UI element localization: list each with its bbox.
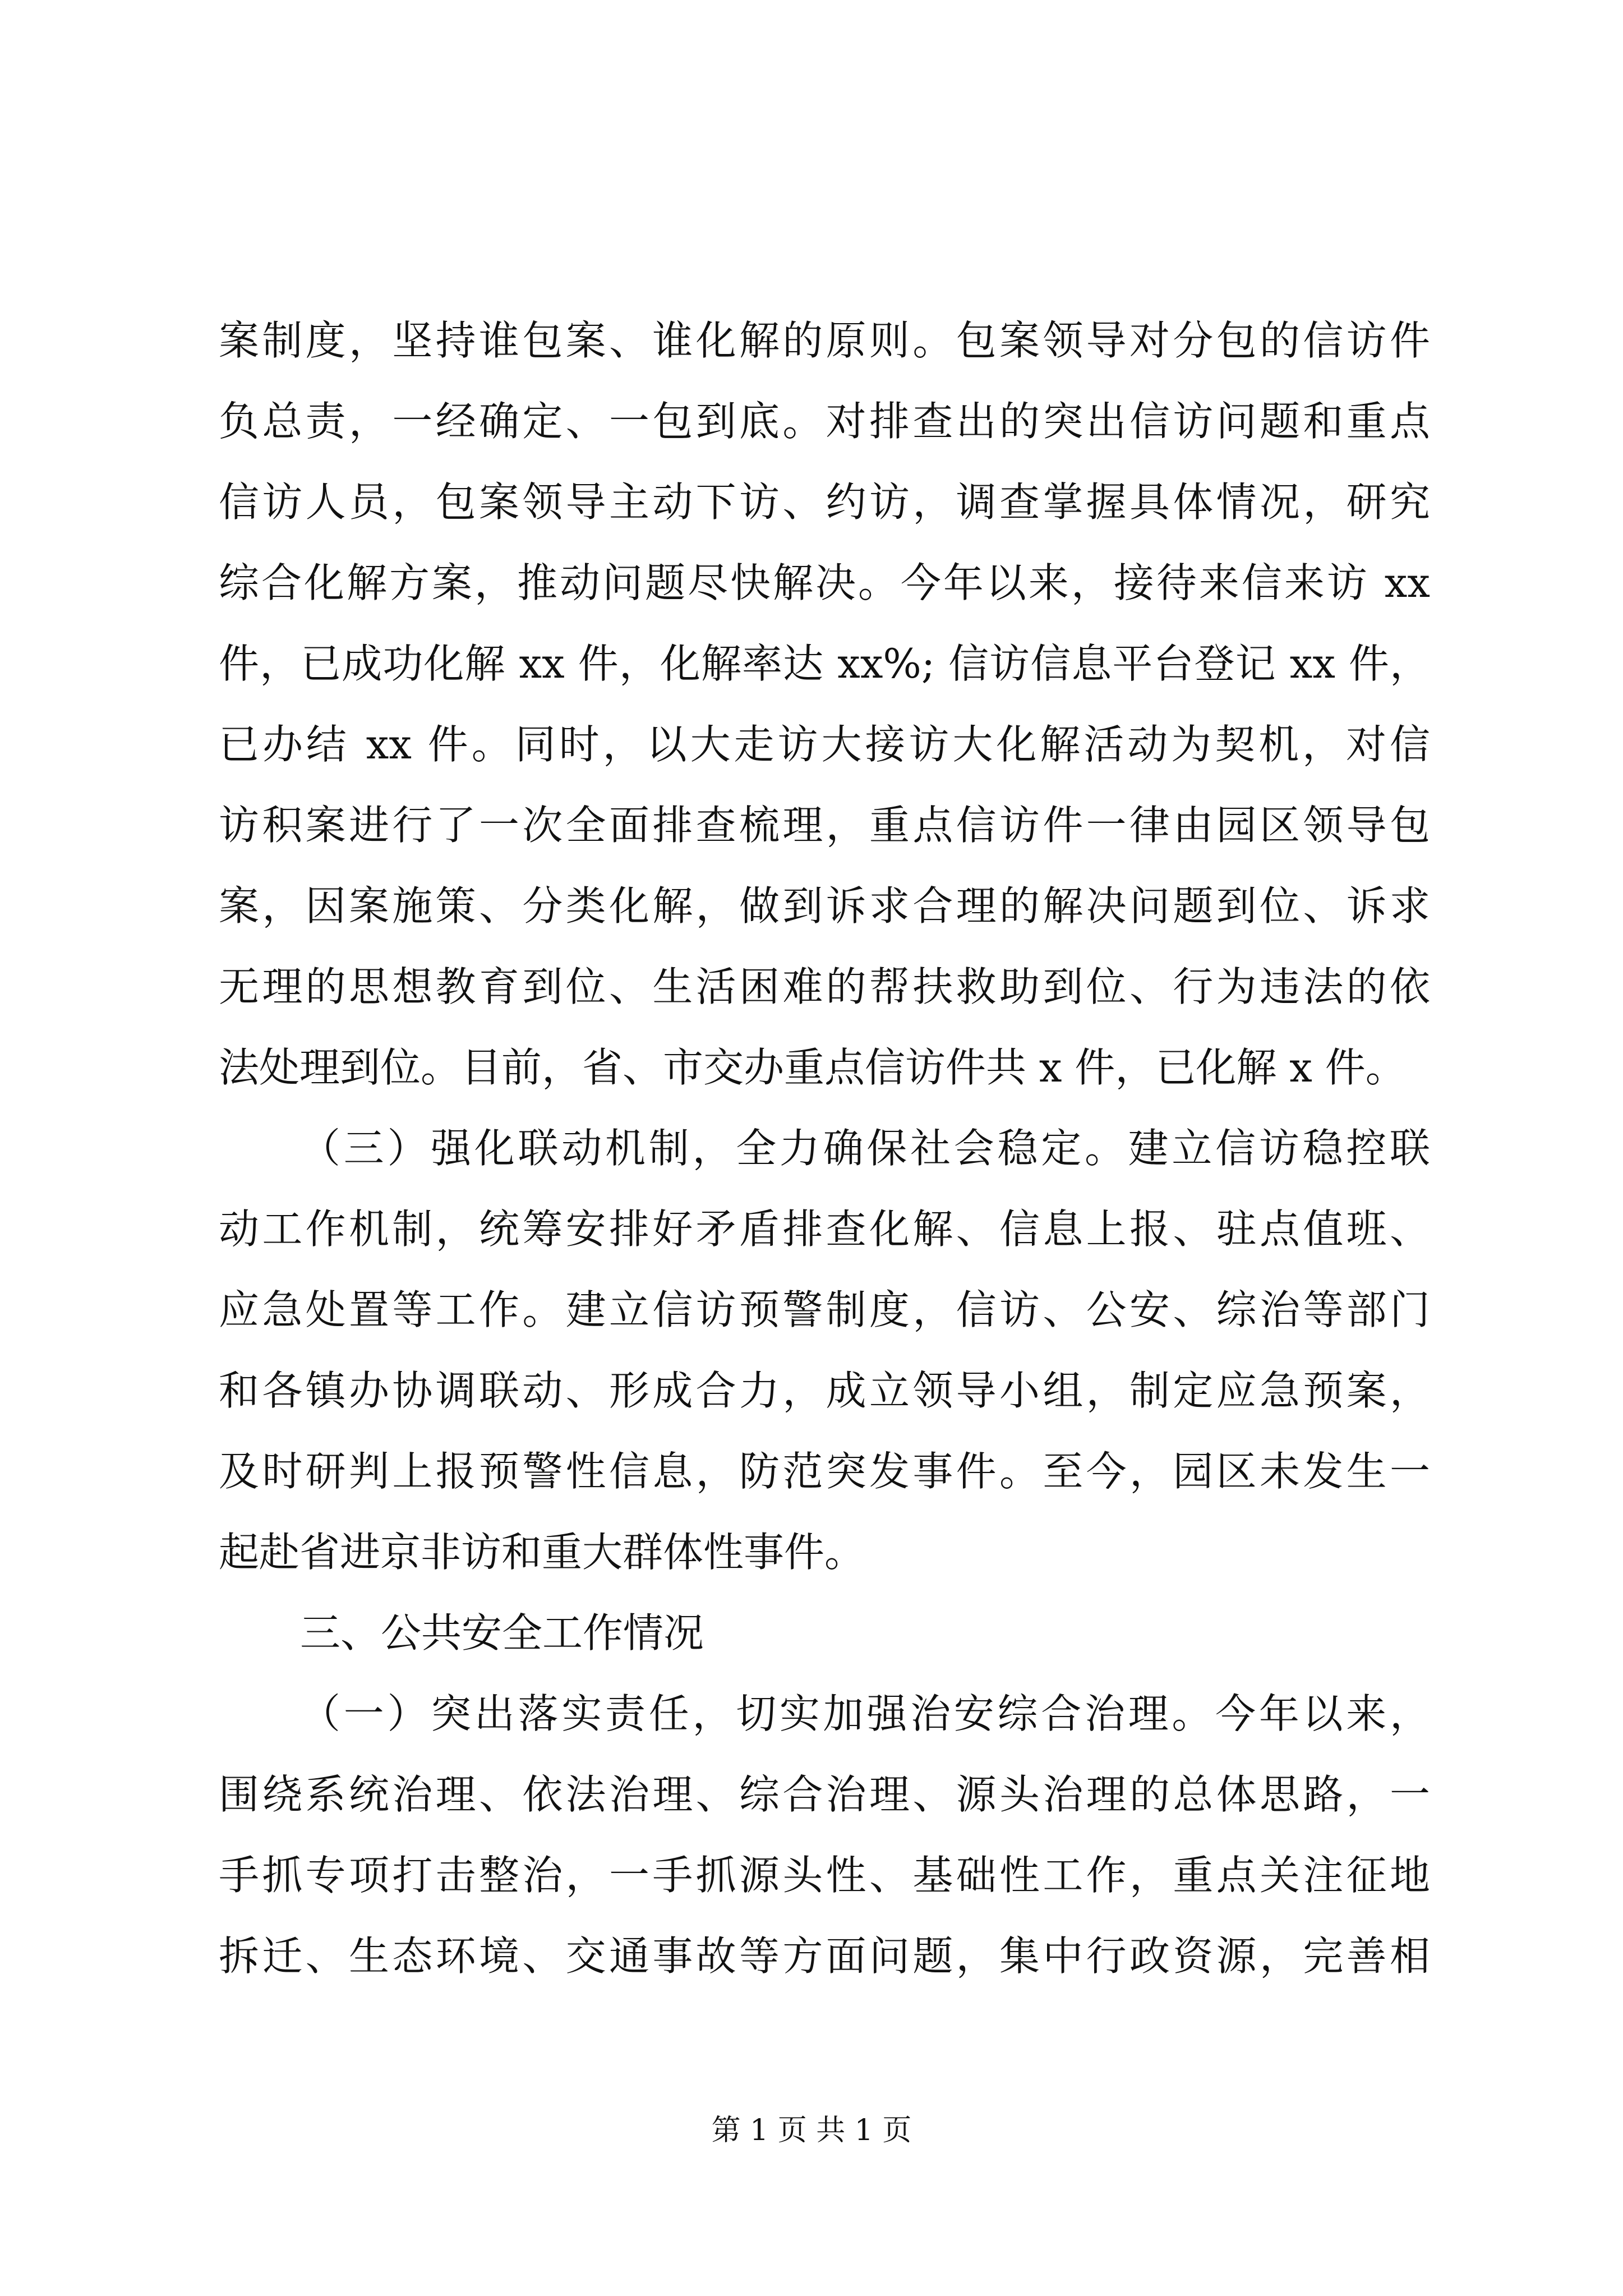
text-line: （三）强化联动机制，全力确保社会稳定。建立信访稳控联 [300,1125,1430,1172]
text-line: 无理的思想教育到位、生活困难的帮扶救助到位、行为违法的依 [219,963,1430,1010]
text-line: 综合化解方案，推动问题尽快解决。今年以来，接待来信来访 xx [219,559,1430,606]
section-heading-text: 三、公共安全工作情况 [300,1609,704,1657]
page-footer [0,2108,1623,2153]
text-line: （一）突出落实责任，切实加强治安综合治理。今年以来， [300,1690,1430,1737]
page-number-label: 第 1 页 共 1 页 [711,2114,912,2147]
text-line: 案制度，坚持谁包案、谁化解的原则。包案领导对分包的信访件 [219,317,1430,364]
paragraph-2 [219,1108,1430,1593]
text-line: 和各镇办协调联动、形成合力，成立领导小组，制定应急预案， [219,1367,1430,1414]
text-line: 起赴省进京非访和重大群体性事件。 [219,1529,865,1576]
text-line: 案，因案施策、分类化解，做到诉求合理的解决问题到位、诉求 [219,882,1430,930]
text-line: 围绕系统治理、依法治理、综合治理、源头治理的总体思路，一 [219,1771,1430,1818]
text-line: 信访人员，包案领导主动下访、约访，调查掌握具体情况，研究 [219,478,1430,526]
text-line: 手抓专项打击整治，一手抓源头性、基础性工作，重点关注征地 [219,1852,1430,1899]
paragraph-1 [219,300,1430,1108]
text-line: 已办结 xx 件。同时，以大走访大接访大化解活动为契机，对信 [219,721,1430,768]
text-line: 拆迁、生态环境、交通事故等方面问题，集中行政资源，完善相 [219,1932,1430,1980]
text-line: 法处理到位。目前，省、市交办重点信访件共 x 件，已化解 x 件。 [219,1044,1406,1091]
paragraph-3 [219,1673,1430,1996]
section-heading [219,1593,1430,1673]
document-body [219,300,1430,1996]
text-line: 访积案进行了一次全面排查梳理，重点信访件一律由园区领导包 [219,802,1430,849]
text-line: 及时研判上报预警性信息，防范突发事件。至今，园区未发生一 [219,1448,1430,1495]
text-line: 应急处置等工作。建立信访预警制度，信访、公安、综治等部门 [219,1286,1430,1333]
text-line: 负总责，一经确定、一包到底。对排查出的突出信访问题和重点 [219,398,1430,445]
text-line: 件，已成功化解 xx 件，化解率达 xx%; 信访信息平台登记 xx 件， [219,640,1430,687]
text-line: 动工作机制，统筹安排好矛盾排查化解、信息上报、驻点值班、 [219,1205,1430,1253]
